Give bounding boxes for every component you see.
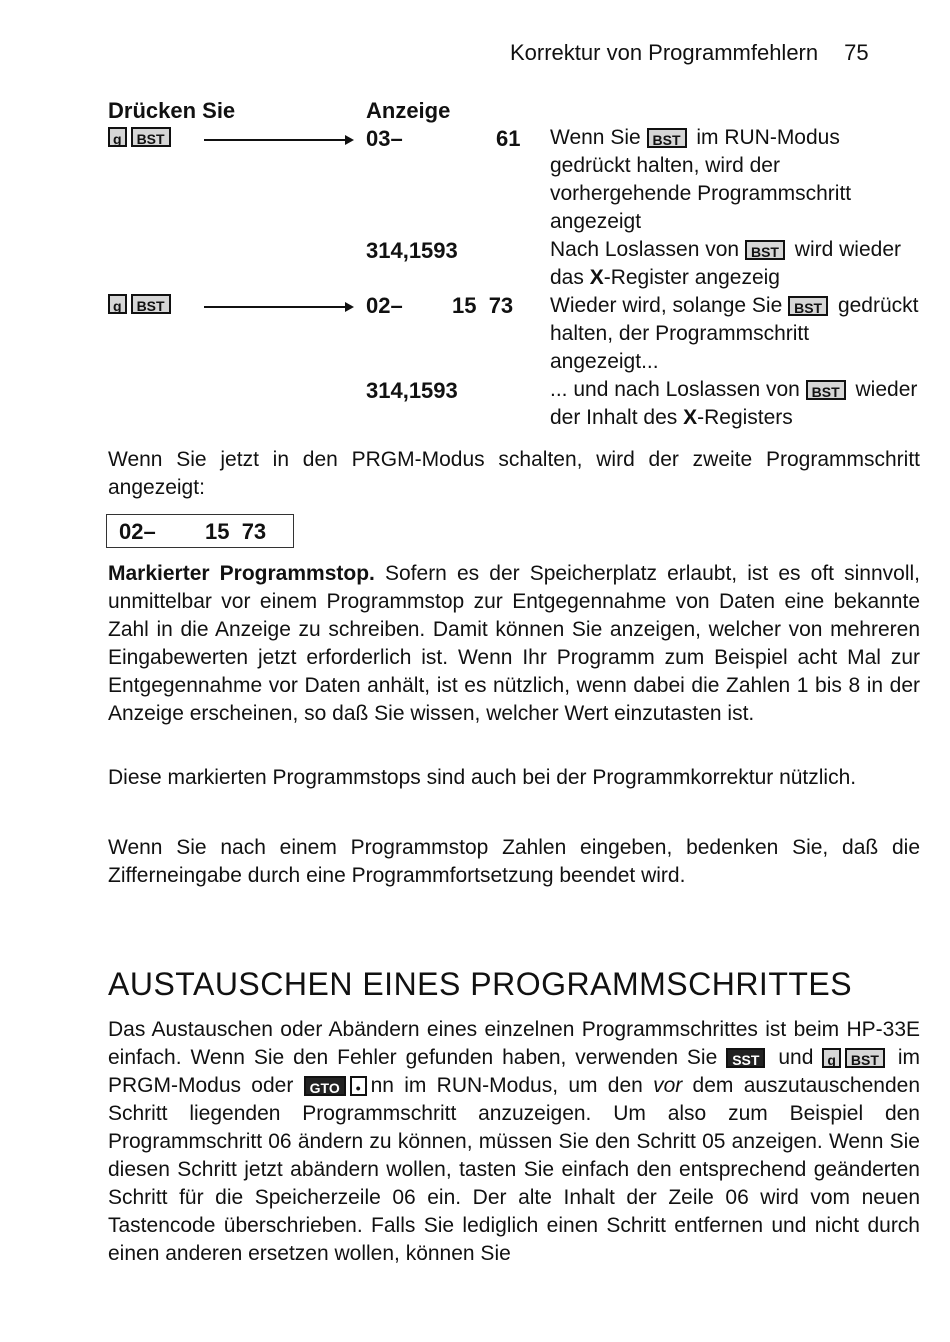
paragraph-text: Sofern es der Speicherplatz erlaubt, ist es oft sinnvoll, unmittelbar vor einem Programmstop zur Entgegennahme von Daten eine bekannte Zahl in die Anzeige zu schreiben. Damit können Sie anzeigen, welcher von mehreren Eingabewerten jetzt erforderlich ist. Wenn Ihr Programm zum Beispiel acht Mal zur Entgegennahme vor Daten anhält, ist es nützlich, wenn dabei die Zahlen 1 bis 8 in der Anzeige erscheinen, so daß Sie wissen, welcher Wert einzutasten ist. [108, 562, 920, 725]
desc-text: wieder der Inhalt des [550, 378, 918, 429]
paragraph-correction: Diese markierten Programmstops sind auch bei der Programmkorrektur nützlich. [108, 766, 857, 789]
key-sequence-row-3 [108, 294, 368, 320]
bst-key-icon: BST [845, 1048, 885, 1068]
desc-text: -Register angezeig [603, 266, 780, 289]
paragraph-text: dem auszutauschenden Schritt liegenden Programmschritt anzuzeigen. Um also zum Beispiel den Programmschritt 06 ändern zu können, müssen Sie den Schritt 05 anzeigen. Wenn Sie diesen Schritt jetzt abändern wollen, tasten Sie einfach den entsprechend geänderten Schritt für die Speicherzeile 06 ein. Der alte Inhalt der Zeile 06 wird vom neuen Tastencode überschrieben. Falls Sie lediglich einen Schritt entfernen und nicht durch einen anderen ersetzen wollen, können Sie [108, 1074, 920, 1265]
paragraph-text: und [769, 1046, 823, 1069]
display-code: 15 73 [452, 293, 514, 318]
paragraph-prgm-mode: Wenn Sie jetzt in den PRGM-Modus schalten, wird der zweite Programmschritt angezeigt: [108, 448, 920, 499]
paragraph-digit-entry: Wenn Sie nach einem Programmstop Zahlen eingeben, bedenken Sie, daß die Zifferneingabe durch eine Programmfortsetzung beendet wird. [108, 836, 920, 887]
display-row-1 [366, 126, 521, 152]
desc-text: Nach Loslassen von [550, 238, 745, 261]
display-row-4: 314,1593 [366, 378, 458, 403]
desc-text: Wenn Sie [550, 126, 647, 149]
section-heading: AUSTAUSCHEN EINES PROGRAMMSCHRITTES [108, 966, 853, 1002]
description-row-1 [550, 124, 922, 236]
emphasis-text: vor [653, 1074, 683, 1097]
description-row-3 [550, 292, 922, 376]
display-step: 02– [366, 293, 403, 318]
desc-text: im RUN-Modus gedrückt halten, wird der vorhergehende Programmschritt angezeigt [550, 126, 852, 233]
desc-text: gedrückt halten, der Programmschritt angezeigt... [550, 294, 919, 373]
display-step: 02– [119, 519, 156, 544]
arrow-icon [204, 139, 352, 141]
column-header-press: Drücken Sie [108, 98, 236, 123]
desc-text: wird wieder das [550, 238, 901, 289]
column-header-display: Anzeige [366, 98, 451, 123]
display-code: 15 73 [205, 519, 267, 544]
display-row-3 [366, 293, 514, 319]
paragraph-text: Das Austauschen oder Abändern eines einzelnen Programmschrittes ist beim HP-33E einfach. Wenn Sie den Fehler gefunden haben, verwenden Sie [108, 1018, 920, 1069]
running-title: Korrektur von Programmfehlern [510, 40, 819, 65]
description-row-2 [550, 236, 922, 292]
x-register-label: X [683, 406, 698, 429]
page-number: 75 [844, 40, 869, 65]
paragraph-lead: Markierter Programmstop. [108, 562, 375, 585]
sst-key-icon: SST [726, 1048, 765, 1068]
paragraph-text: im PRGM-Modus oder [108, 1046, 920, 1097]
gto-key-icon: GTO [304, 1076, 346, 1096]
g-key-icon: g [108, 127, 127, 147]
bst-key-icon: BST [131, 127, 171, 147]
description-row-4 [550, 376, 922, 432]
display-row-2: 314,1593 [366, 238, 458, 263]
desc-text: Wieder wird, solange Sie [550, 294, 789, 317]
bst-key-icon: BST [647, 128, 687, 148]
paragraph-replace-step [108, 1016, 920, 1268]
display-box [106, 514, 294, 548]
bst-key-icon: BST [131, 294, 171, 314]
desc-text: -Registers [697, 406, 793, 429]
x-register-label: X [589, 266, 604, 289]
g-key-icon: g [822, 1048, 841, 1068]
arrow-icon [204, 306, 352, 308]
paragraph-marked-stop [108, 560, 920, 728]
display-step: 03– [366, 126, 403, 151]
desc-text: ... und nach Loslassen von [550, 378, 806, 401]
bst-key-icon: BST [745, 240, 785, 260]
paragraph-text: nn im RUN-Modus, um den [370, 1074, 654, 1097]
decimal-point-key-icon: • [350, 1076, 367, 1096]
g-key-icon: g [108, 294, 127, 314]
display-code: 61 [496, 126, 521, 151]
page-header [510, 40, 869, 66]
bst-key-icon: BST [788, 296, 828, 316]
key-sequence-row-1 [108, 127, 368, 153]
bst-key-icon: BST [806, 380, 846, 400]
